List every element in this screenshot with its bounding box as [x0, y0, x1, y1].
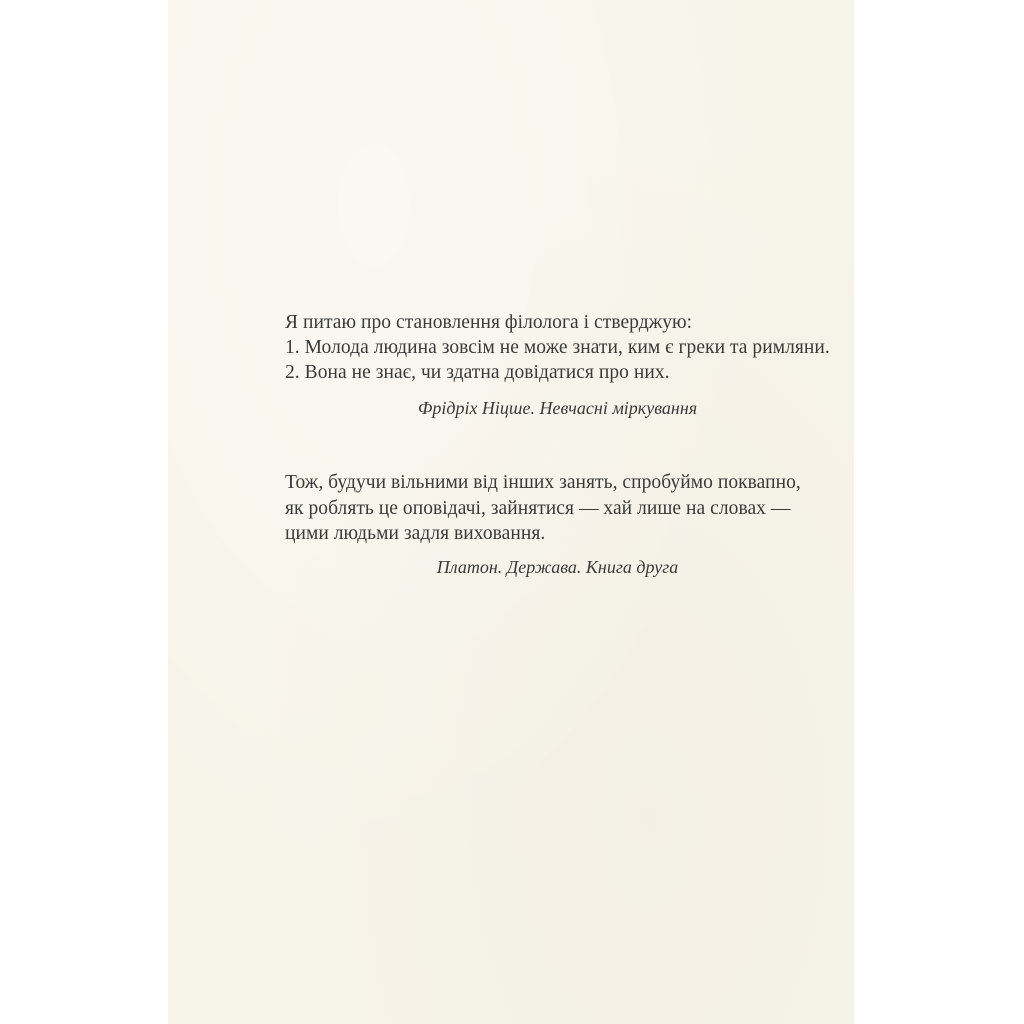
epigraph-line: 1. Молода людина зовсім не може знати, ким є греки та римляни. [285, 337, 830, 358]
book-page [168, 0, 854, 1024]
epigraph-line: 2. Вона не знає, чи здатна довідатися про них. [285, 362, 670, 383]
epigraph-attribution: Платон. Держава. Книга друга [436, 557, 679, 577]
epigraph-line: цими людьми задля виховання. [285, 523, 546, 544]
epigraph-line: як роблять це оповідачі, зайнятися — хай лише на словах — [285, 498, 791, 519]
epigraph-line: Тож, будучи вільними від інших занять, спробуймо поквапно, [285, 472, 801, 493]
epigraph-attribution: Фрідріх Ніцше. Невчасні міркування [417, 398, 698, 418]
epigraph-line: Я питаю про становлення філолога і стверджую: [285, 312, 693, 333]
